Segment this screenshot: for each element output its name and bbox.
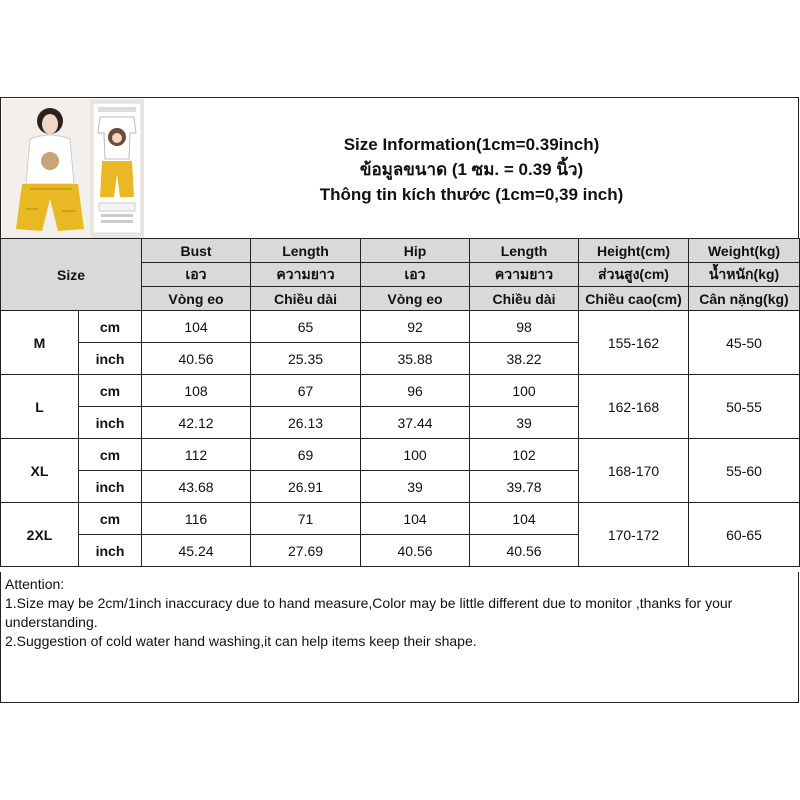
unit-label: cm [79,439,142,471]
column-header: Length [470,239,579,263]
weight-range: 45-50 [689,311,800,375]
notes-line-1: 1.Size may be 2cm/1inch inaccuracy due to hand measure,Color may be little different due to monitor ,thanks for your understanding. [5,595,733,630]
unit-label: inch [79,343,142,375]
height-range: 155-162 [579,311,689,375]
table-cell: 112 [142,439,251,471]
table-cell: 39 [470,407,579,439]
column-header-thai: ความยาว [470,263,579,287]
table-cell: 65 [251,311,361,343]
table-cell: 39.78 [470,471,579,503]
table-cell: 92 [361,311,470,343]
table-cell: 39 [361,471,470,503]
chart-titles [144,98,799,240]
weight-range: 60-65 [689,503,800,567]
column-header-vietnamese: Chiều dài [470,287,579,311]
column-header: Height(cm) [579,239,689,263]
table-cell: 100 [361,439,470,471]
size-table [0,238,800,567]
size-label: Size [1,239,142,311]
table-cell: 40.56 [142,343,251,375]
size-chart [0,97,799,703]
weight-range: 50-55 [689,375,800,439]
table-cell: 104 [470,503,579,535]
table-cell: 102 [470,439,579,471]
table-cell: 42.12 [142,407,251,439]
column-header-thai: เอว [142,263,251,287]
column-header-vietnamese: Cân nặng(kg) [689,287,800,311]
column-header: Hip [361,239,470,263]
header-row-english [1,239,800,263]
unit-label: cm [79,311,142,343]
column-header-thai: ความยาว [251,263,361,287]
unit-label: inch [79,471,142,503]
table-cell: 71 [251,503,361,535]
table-cell: 43.68 [142,471,251,503]
column-header-vietnamese: Chiều dài [251,287,361,311]
table-cell: 40.56 [470,535,579,567]
table-cell: 25.35 [251,343,361,375]
title-english: Size Information(1cm=0.39inch) [343,134,600,154]
table-cell: 26.91 [251,471,361,503]
column-header-thai: น้ำหนัก(kg) [689,263,800,287]
size-name: L [1,375,79,439]
table-cell: 100 [470,375,579,407]
weight-range: 55-60 [689,439,800,503]
column-header-thai: เอว [361,263,470,287]
notes-line-2: 2.Suggestion of cold water hand washing,it can help items keep their shape. [5,633,477,649]
table-cell: 38.22 [470,343,579,375]
table-cell: 26.13 [251,407,361,439]
table-cell: 67 [251,375,361,407]
size-name: XL [1,439,79,503]
attention-notes [0,572,799,703]
size-name: M [1,311,79,375]
table-cell: 104 [142,311,251,343]
notes-heading: Attention: [5,576,65,592]
table-cell: 37.44 [361,407,470,439]
table-cell: 108 [142,375,251,407]
product-photo [2,99,144,238]
table-cell: 40.56 [361,535,470,567]
table-row [1,503,800,535]
column-header-vietnamese: Chiều cao(cm) [579,287,689,311]
height-range: 162-168 [579,375,689,439]
chart-header [0,97,799,239]
unit-label: cm [79,375,142,407]
table-cell: 35.88 [361,343,470,375]
column-header-vietnamese: Vòng eo [142,287,251,311]
column-header: Weight(kg) [689,239,800,263]
table-row [1,375,800,407]
table-cell: 45.24 [142,535,251,567]
table-cell: 96 [361,375,470,407]
title-vietnamese: Thông tin kích thước (1cm=0,39 inch) [319,184,624,204]
product-photo-illustration [2,99,144,238]
table-row [1,311,800,343]
table-cell: 104 [361,503,470,535]
table-cell: 69 [251,439,361,471]
column-header: Bust [142,239,251,263]
column-header-thai: ส่วนสูง(cm) [579,263,689,287]
height-range: 170-172 [579,503,689,567]
unit-label: inch [79,407,142,439]
unit-label: inch [79,535,142,567]
title-thai: ข้อมูลขนาด (1 ซม. = 0.39 นิ้ว) [359,159,584,179]
table-cell: 98 [470,311,579,343]
size-name: 2XL [1,503,79,567]
unit-label: cm [79,503,142,535]
height-range: 168-170 [579,439,689,503]
table-row [1,439,800,471]
column-header-vietnamese: Vòng eo [361,287,470,311]
table-cell: 27.69 [251,535,361,567]
column-header: Length [251,239,361,263]
table-cell: 116 [142,503,251,535]
